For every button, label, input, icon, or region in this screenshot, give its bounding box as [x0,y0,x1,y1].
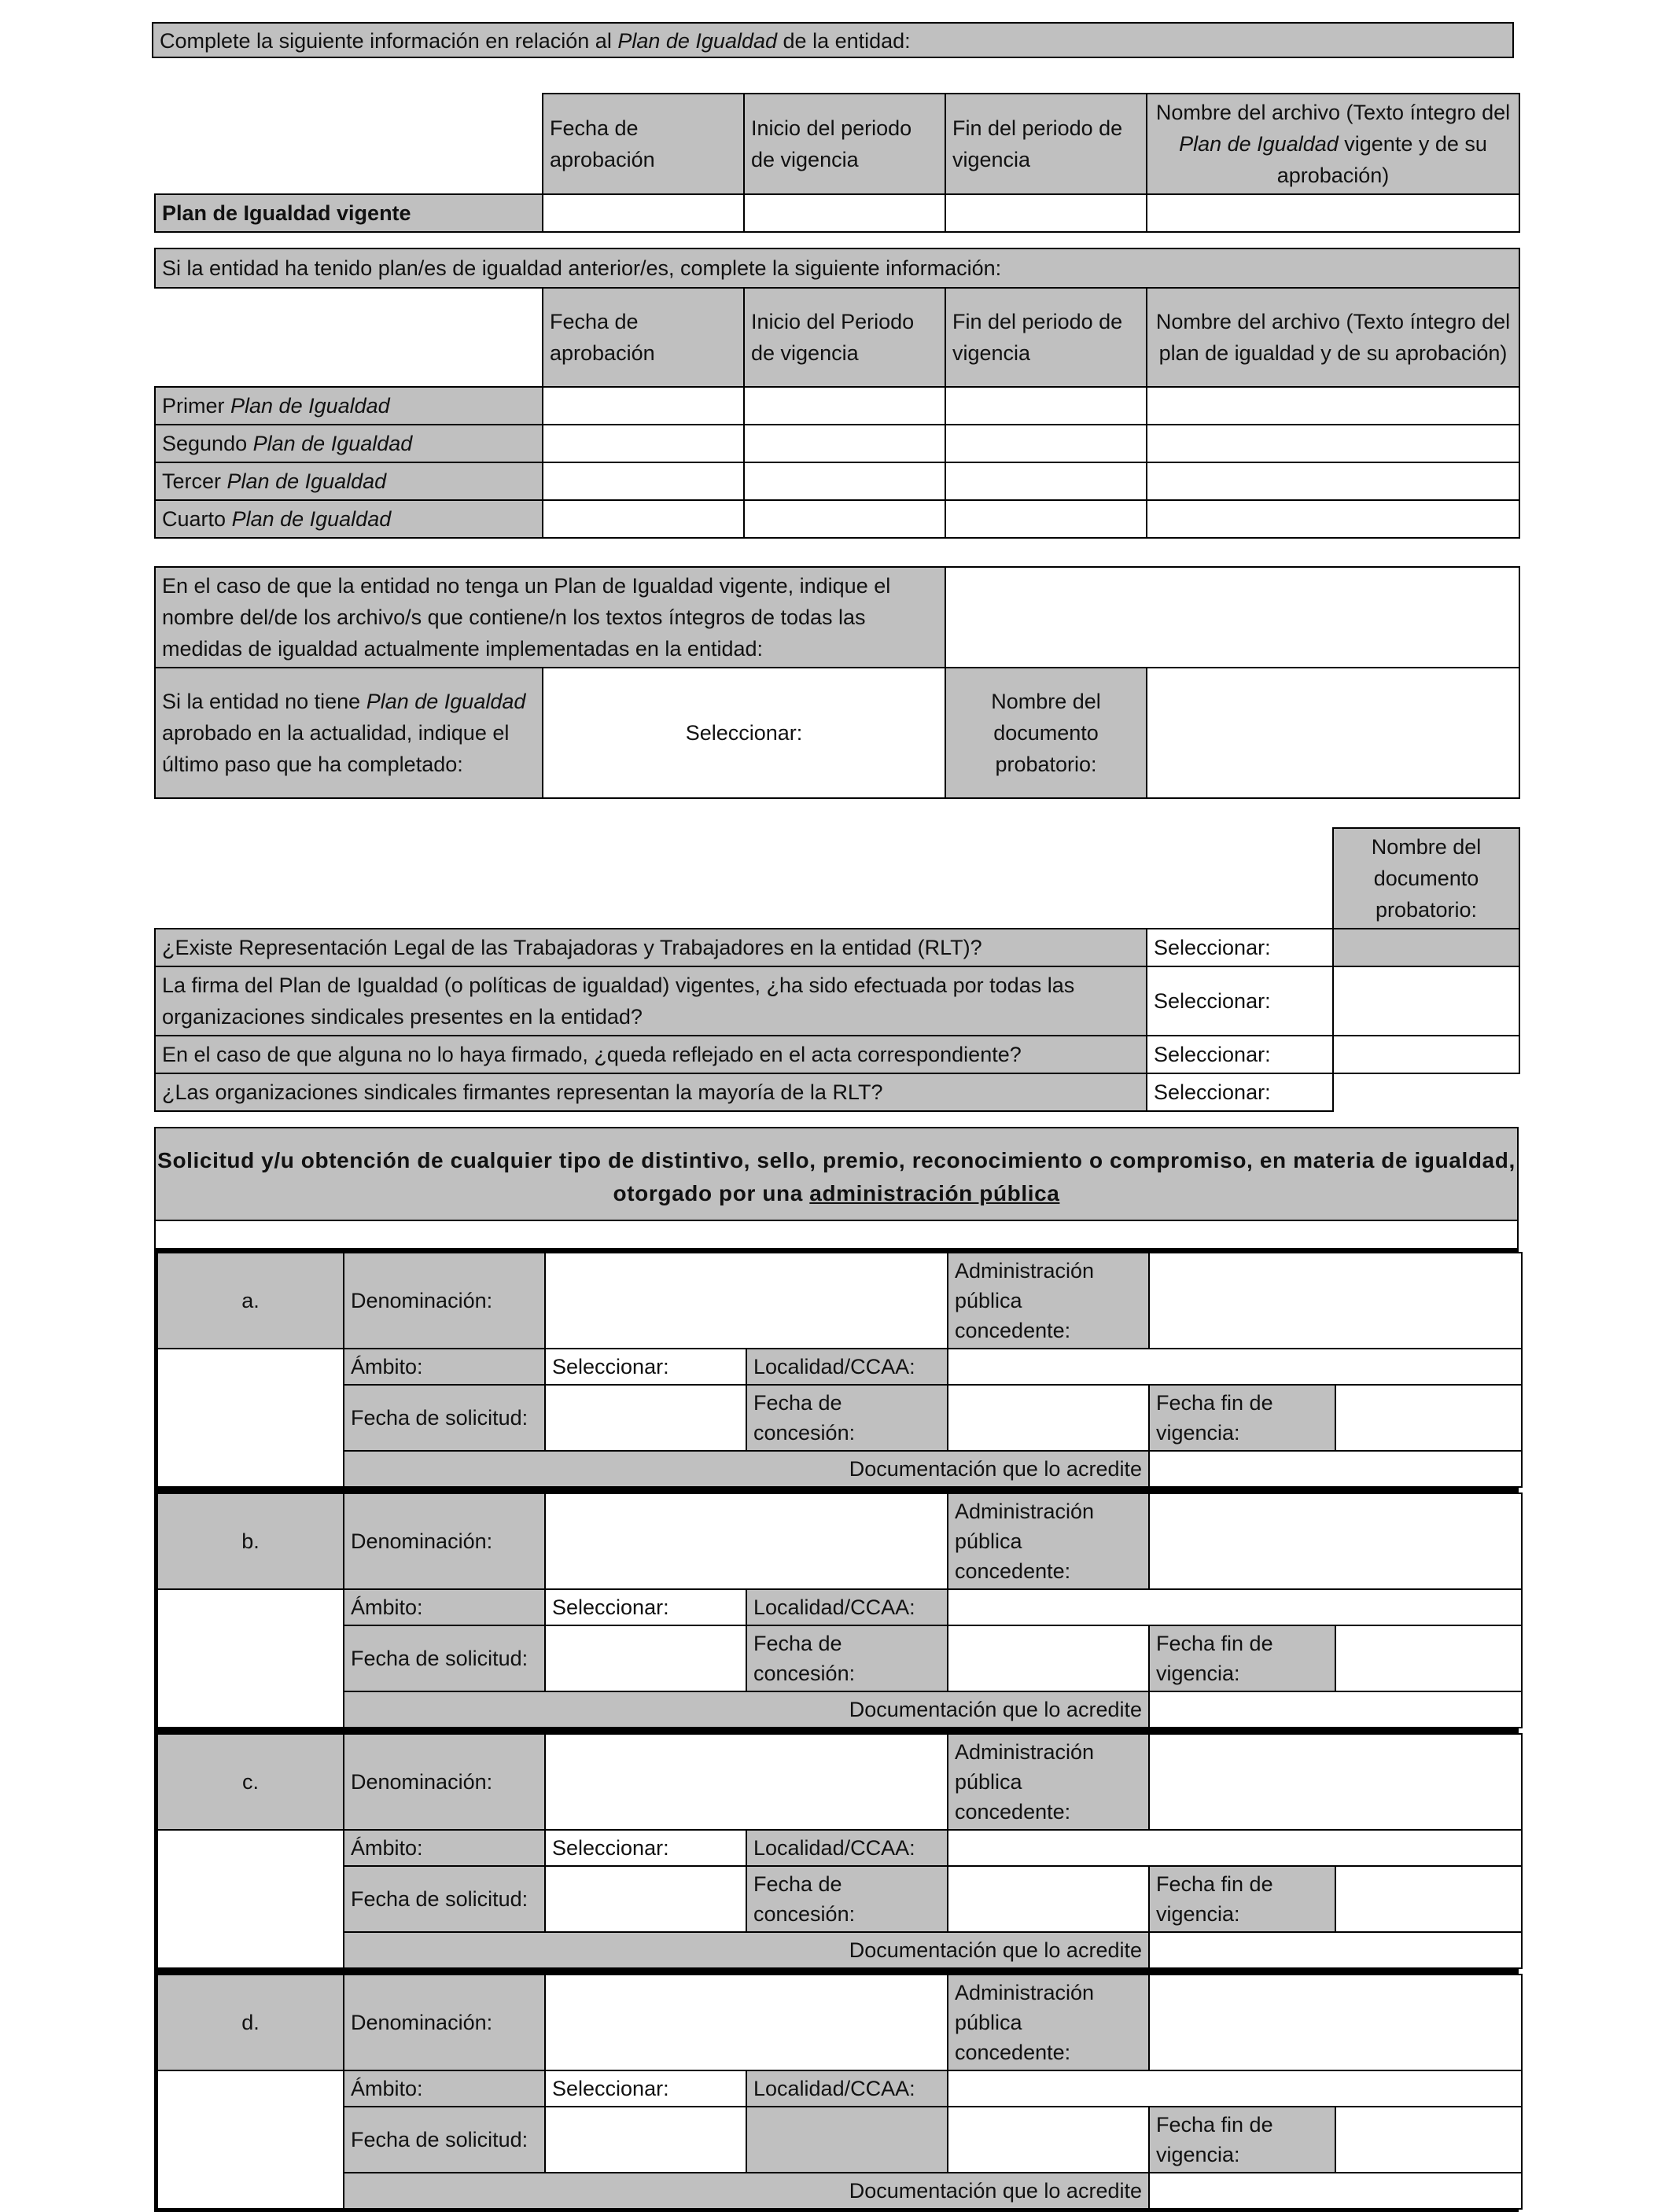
input-cell[interactable] [1147,462,1519,500]
input-denominacion[interactable] [545,1253,948,1349]
input-cell[interactable] [945,425,1147,462]
doc-probatorio-label: Nombre del documento probatorio: [945,668,1147,798]
no-plan-question: En el caso de que la entidad no tenga un Plan de Igualdad vigente, indique el nombre del/de los archivo/s que contiene/n los textos íntegros de todas las medidas de igualdad actualmente implementadas en la entidad: [155,567,945,668]
input-cell[interactable] [543,500,744,538]
input-cell[interactable] [543,462,744,500]
row-label-plan-vigente: Plan de Igualdad vigente [155,194,543,232]
input-cell[interactable] [1147,387,1519,425]
fecha-fin-label: Fecha fin de vigencia: [1149,1385,1335,1451]
intro-italic: Plan de Igualdad [617,29,778,53]
documentacion-label: Documentación que lo acredite [344,1932,1149,1968]
fecha-solicitud-label: Fecha de solicitud: [344,1625,545,1691]
input-inicio-vigencia[interactable] [744,194,945,232]
input-cell[interactable] [1147,500,1519,538]
header-fin-vigencia: Fin del periodo de vigencia [945,94,1147,194]
denominacion-label: Denominación: [344,1975,545,2070]
localidad-label: Localidad/CCAA: [746,1349,948,1385]
input-doc-probatorio[interactable] [1147,668,1519,798]
input-admin[interactable] [1149,1734,1522,1830]
input-cell[interactable] [945,500,1147,538]
denominacion-label: Denominación: [344,1734,545,1830]
input-fecha-fin[interactable] [1335,1625,1522,1691]
award-letter: a. [157,1253,344,1349]
ambito-select[interactable]: Seleccionar: [545,1830,746,1866]
input-localidad[interactable] [948,1349,1522,1385]
input-denominacion[interactable] [545,1493,948,1589]
input-fecha-solicitud[interactable] [545,1866,746,1932]
intro-header [152,22,1514,58]
ambito-label: Ámbito: [344,2070,545,2107]
previous-plans-table [154,248,1519,539]
awards-title: Solicitud y/u obtención de cualquier tipo de distintivo, sello, premio, reconocimiento o compromiso, en materia de igualdad, otorgado por una administración pública [154,1127,1519,1221]
input-documentacion[interactable] [1149,1451,1522,1487]
award-entry-a [154,1250,1519,1490]
award-letter: c. [157,1734,344,1830]
ambito-select[interactable]: Seleccionar: [545,1589,746,1625]
rlt-doc-3[interactable] [1333,1036,1519,1073]
input-cell[interactable] [945,462,1147,500]
rlt-doc-1 [1333,929,1519,966]
input-admin[interactable] [1149,1975,1522,2070]
input-fecha-solicitud[interactable] [545,2107,746,2173]
row-label-primer-plan: Primer Plan de Igualdad [155,387,543,425]
rlt-question-4: ¿Las organizaciones sindicales firmantes representan la mayoría de la RLT? [155,1073,1147,1111]
rlt-select-2[interactable]: Seleccionar: [1147,966,1333,1036]
intro-suffix: de la entidad: [783,29,911,53]
fecha-concesion-label: Fecha de concesión: [746,1866,948,1932]
input-admin[interactable] [1149,1253,1522,1349]
rlt-doc-header: Nombre del documento probatorio: [1333,828,1519,929]
admin-label: Administración pública concedente: [948,1253,1149,1349]
no-plan-table [154,566,1519,799]
header-nombre-archivo: Nombre del archivo (Texto íntegro del Plan de Igualdad vigente y de su aprobación) [1147,94,1519,194]
fecha-concesion-empty [746,2107,948,2173]
input-fin-vigencia[interactable] [945,194,1147,232]
header-fecha-aprobacion: Fecha de aprobación [543,94,744,194]
denominacion-label: Denominación: [344,1253,545,1349]
input-localidad[interactable] [948,1589,1522,1625]
awards-spacer [154,1221,1519,1250]
rlt-select-3[interactable]: Seleccionar: [1147,1036,1333,1073]
award-letter: b. [157,1493,344,1589]
input-localidad[interactable] [948,1830,1522,1866]
admin-label: Administración pública concedente: [948,1734,1149,1830]
fecha-fin-label: Fecha fin de vigencia: [1149,2107,1335,2173]
input-fecha-solicitud[interactable] [545,1385,746,1451]
current-plan-table [154,93,1519,233]
rlt-doc-2[interactable] [1333,966,1519,1036]
input-denominacion[interactable] [545,1734,948,1830]
fecha-solicitud-label: Fecha de solicitud: [344,1866,545,1932]
input-cell[interactable] [744,462,945,500]
empty-corner [155,288,543,387]
input-localidad[interactable] [948,2070,1522,2107]
fecha-concesion-label: Fecha de concesión: [746,1385,948,1451]
input-documentacion[interactable] [1149,2173,1522,2209]
awards-title-underlined: administración pública [809,1181,1060,1205]
fecha-fin-label: Fecha fin de vigencia: [1149,1866,1335,1932]
input-nombre-archivo[interactable] [1147,194,1519,232]
empty-corner [155,94,543,194]
rlt-table [154,827,1519,1112]
input-cell[interactable] [543,425,744,462]
input-documentacion[interactable] [1149,1932,1522,1968]
input-denominacion[interactable] [545,1975,948,2070]
fecha-fin-label: Fecha fin de vigencia: [1149,1625,1335,1691]
award-letter: d. [157,1975,344,2070]
input-fecha-aprobacion[interactable] [543,194,744,232]
documentacion-label: Documentación que lo acredite [344,2173,1149,2209]
input-fecha-concesion[interactable] [948,2107,1149,2173]
documentacion-label: Documentación que lo acredite [344,1691,1149,1728]
input-fecha-concesion[interactable] [948,1385,1149,1451]
header-fin-vigencia: Fin del periodo de vigencia [945,288,1147,387]
row-label-segundo-plan: Segundo Plan de Igualdad [155,425,543,462]
rlt-question-2: La firma del Plan de Igualdad (o políticas de igualdad) vigentes, ¿ha sido efectuada por todas las organizaciones sindicales presentes en la entidad? [155,966,1147,1036]
input-fecha-concesion[interactable] [948,1625,1149,1691]
ambito-label: Ámbito: [344,1589,545,1625]
input-cell[interactable] [1147,425,1519,462]
input-no-plan-archivos[interactable] [945,567,1519,668]
award-entry-d [154,1971,1519,2212]
header-inicio-vigencia: Inicio del periodo de vigencia [744,94,945,194]
header-fecha-aprobacion: Fecha de aprobación [543,288,744,387]
input-documentacion[interactable] [1149,1691,1522,1728]
rlt-select-4[interactable]: Seleccionar: [1147,1073,1333,1111]
ambito-label: Ámbito: [344,1830,545,1866]
denominacion-label: Denominación: [344,1493,545,1589]
input-cell[interactable] [744,387,945,425]
rlt-question-3: En el caso de que alguna no lo haya firmado, ¿queda reflejado en el acta correspondiente? [155,1036,1147,1073]
input-fecha-fin[interactable] [1335,1866,1522,1932]
rlt-question-1: ¿Existe Representación Legal de las Trabajadoras y Trabajadores en la entidad (RLT)? [155,929,1147,966]
input-fecha-solicitud[interactable] [545,1625,746,1691]
rlt-select-1[interactable]: Seleccionar: [1147,929,1333,966]
input-fecha-fin[interactable] [1335,1385,1522,1451]
ambito-label: Ámbito: [344,1349,545,1385]
admin-label: Administración pública concedente: [948,1975,1149,2070]
input-fecha-concesion[interactable] [948,1866,1149,1932]
previous-plans-intro: Si la entidad ha tenido plan/es de igualdad anterior/es, complete la siguiente información: [155,248,1519,288]
ambito-select[interactable]: Seleccionar: [545,1349,746,1385]
intro-text: Complete la siguiente información en relación al [160,29,612,53]
row-label-tercer-plan: Tercer Plan de Igualdad [155,462,543,500]
awards-entries [154,1250,1519,2212]
input-cell[interactable] [945,387,1147,425]
row-label-cuarto-plan: Cuarto Plan de Igualdad [155,500,543,538]
last-step-label: Si la entidad no tiene Plan de Igualdad aprobado en la actualidad, indique el último paso que ha completado: [155,668,543,798]
award-entry-b [154,1490,1519,1731]
header-inicio-vigencia: Inicio del Periodo de vigencia [744,288,945,387]
award-entry-c [154,1731,1519,1971]
header-nombre-archivo: Nombre del archivo (Texto íntegro del plan de igualdad y de su aprobación) [1147,288,1519,387]
fecha-solicitud-label: Fecha de solicitud: [344,1385,545,1451]
awards-section [154,1127,1519,1250]
last-step-select[interactable]: Seleccionar: [543,668,945,798]
documentacion-label: Documentación que lo acredite [344,1451,1149,1487]
input-cell[interactable] [744,425,945,462]
input-cell[interactable] [543,387,744,425]
fecha-concesion-label: Fecha de concesión: [746,1625,948,1691]
input-admin[interactable] [1149,1493,1522,1589]
input-fecha-fin[interactable] [1335,2107,1522,2173]
admin-label: Administración pública concedente: [948,1493,1149,1589]
localidad-label: Localidad/CCAA: [746,2070,948,2107]
input-cell[interactable] [744,500,945,538]
fecha-solicitud-label: Fecha de solicitud: [344,2107,545,2173]
ambito-select[interactable]: Seleccionar: [545,2070,746,2107]
localidad-label: Localidad/CCAA: [746,1589,948,1625]
localidad-label: Localidad/CCAA: [746,1830,948,1866]
